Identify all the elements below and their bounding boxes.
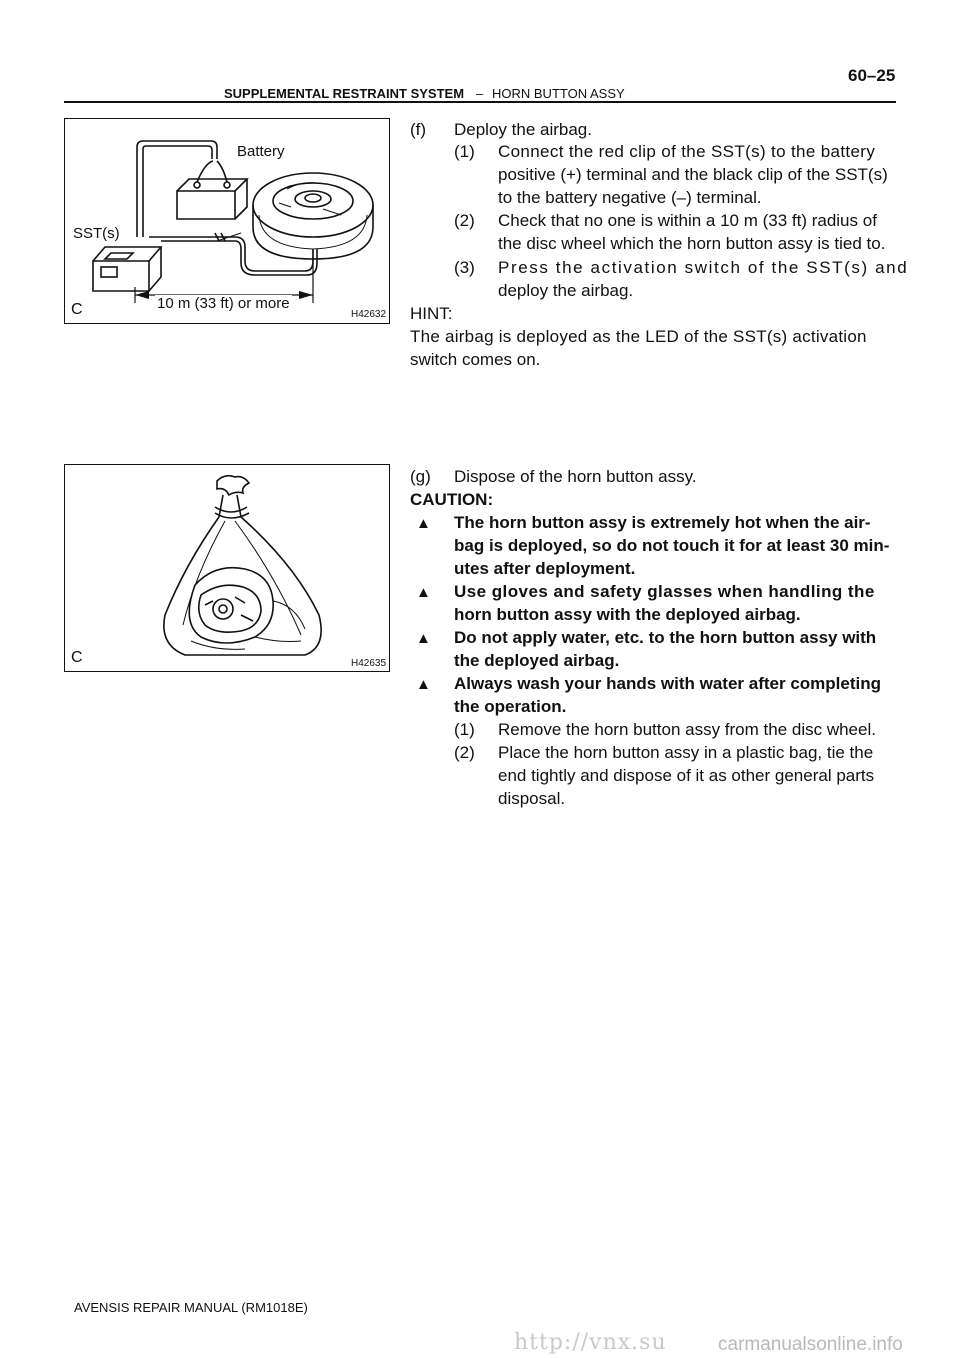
step-g-2-line: Place the horn button assy in a plastic bag, tie the <box>498 743 874 762</box>
step-f-marker: (f) <box>410 120 427 139</box>
caution-item-line: the operation. <box>454 697 567 716</box>
hint-text: The airbag is deployed as the LED of the SST(s) activation <box>410 327 867 346</box>
step-f-3-number: (3) <box>454 258 475 277</box>
label-sst: SST(s) <box>73 225 120 242</box>
step-g-1-line: Remove the horn button assy from the disc wheel. <box>498 720 876 739</box>
step-g-marker: (g) <box>410 467 431 486</box>
figure-code: H42632 <box>351 309 387 320</box>
caution-item-line: Do not apply water, etc. to the horn button assy with <box>454 628 877 647</box>
watermark-url: http://vnx.su <box>514 1330 667 1355</box>
figure-corner-mark: C <box>71 649 83 666</box>
step-g-2-number: (2) <box>454 743 475 762</box>
step-f-1-line: positive (+) terminal and the black clip of the SST(s) <box>498 165 888 184</box>
plastic-bag-illustration <box>65 465 391 673</box>
figure-corner-mark: C <box>71 301 83 318</box>
figure-plastic-bag <box>64 464 390 672</box>
header-section-title: SUPPLEMENTAL RESTRAINT SYSTEM <box>224 86 465 101</box>
header-rule <box>64 101 896 103</box>
step-g-title: Dispose of the horn button assy. <box>454 467 697 486</box>
caution-bullet-icon: ▲ <box>416 630 431 647</box>
step-f-3-line: deploy the airbag. <box>498 281 634 300</box>
label-battery: Battery <box>237 143 285 160</box>
step-f-2-line: Check that no one is within a 10 m (33 ft) radius of <box>498 211 877 230</box>
caution-item-line: bag is deployed, so do not touch it for at least 30 min- <box>454 536 890 555</box>
step-f-1-line: to the battery negative (–) terminal. <box>498 188 762 207</box>
step-g-2-line: end tightly and dispose of it as other general parts <box>498 766 875 785</box>
label-distance: 10 m (33 ft) or more <box>157 295 290 312</box>
step-f-2-number: (2) <box>454 211 475 230</box>
caution-bullet-icon: ▲ <box>416 515 431 532</box>
caution-item-line: the deployed airbag. <box>454 651 620 670</box>
step-f-title: Deploy the airbag. <box>454 120 592 139</box>
caution-item-line: utes after deployment. <box>454 559 636 578</box>
hint-label: HINT: <box>410 304 453 323</box>
header-dash: – <box>476 86 484 101</box>
caution-bullet-icon: ▲ <box>416 584 431 601</box>
caution-item-line: horn button assy with the deployed airbag. <box>454 605 801 624</box>
step-f-1-line: Connect the red clip of the SST(s) to the battery <box>498 142 876 161</box>
figure-deploy-setup <box>64 118 390 324</box>
caution-item-line: Use gloves and safety glasses when handling the <box>454 582 875 601</box>
step-g-2-line: disposal. <box>498 789 566 808</box>
step-f-1-number: (1) <box>454 142 475 161</box>
caution-bullet-icon: ▲ <box>416 676 431 693</box>
caution-label: CAUTION: <box>410 490 494 509</box>
caution-item-line: Always wash your hands with water after completing <box>454 674 881 693</box>
step-g-1-number: (1) <box>454 720 475 739</box>
hint-text: switch comes on. <box>410 350 541 369</box>
watermark-site: carmanualsonline.info <box>718 1334 903 1355</box>
figure-code: H42635 <box>351 658 387 669</box>
step-f-3-line: Press the activation switch of the SST(s) and <box>498 258 909 277</box>
step-f-2-line: the disc wheel which the horn button assy is tied to. <box>498 234 886 253</box>
caution-item-line: The horn button assy is extremely hot when the air- <box>454 513 871 532</box>
footer-manual-title: AVENSIS REPAIR MANUAL (RM1018E) <box>74 1300 308 1315</box>
page-number: 60–25 <box>848 66 896 85</box>
header-subsection-title: HORN BUTTON ASSY <box>492 86 625 101</box>
